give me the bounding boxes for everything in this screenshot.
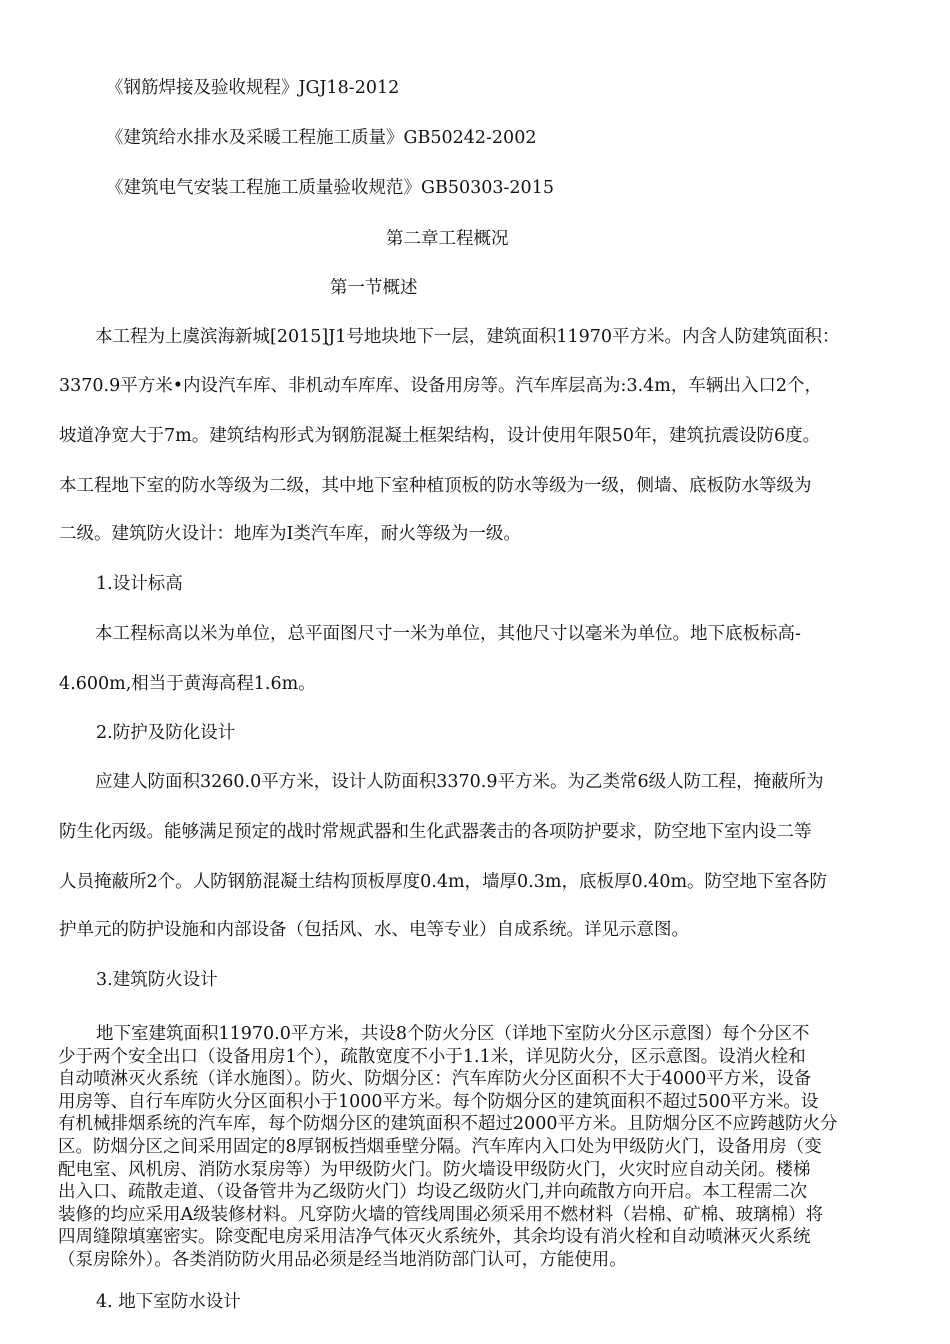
overview-line-3: 坡道净宽大于7m。建筑结构形式为钢筋混凝土框架结构，设计使用年限50年，建筑抗震设防6度。 [59,426,821,446]
fire-line-9: 装修的均应采用A级装修材料。凡穿防火墙的管线周围必须采用不燃材料（岩棉、矿棉、玻璃棉）将 [58,1204,824,1225]
item2-line-3: 人员掩蔽所2个。人防钢筋混凝土结构顶板厚度0.4m，墙厚0.3m，底板厚0.40m。防空地下室各防 [59,872,828,892]
fire-line-5: 有机械排烟系统的汽车库，每个防烟分区的建筑面积不超过2000平方米。且防烟分区不应跨越防火分 [58,1114,838,1135]
item2-title: 2.防护及防化设计 [96,723,236,743]
section-title: 第一节概述 [330,278,418,298]
fire-line-11: （泵房除外）。各类消防防火用品必须是经当地消防部门认可，方能使用。 [58,1249,627,1270]
item2-line-4: 护单元的防护设施和内部设备（包括风、水、电等专业）自成系统。详见示意图。 [59,920,689,940]
item1-line-1: 本工程标高以米为单位，总平面图尺寸一米为单位，其他尺寸以毫米为单位。地下底板标高- [95,624,801,644]
item1-line-2: 4.600m,相当于黄海高程1.6m。 [59,674,316,694]
fire-line-1: 地下室建筑面积11970.0平方米，共设8个防火分区（详地下室防火分区示意图）每个分区不 [96,1024,810,1044]
item3-title: 3.建筑防火设计 [96,970,218,990]
fire-line-10: 四周缝隙填塞密实。除变配电房采用洁净气体灭火系统外，其余均设有消火栓和自动喷淋灭火系统 [58,1227,811,1248]
reference-welding: 《钢筋焊接及验收规程》JGJ18-2012 [106,78,400,98]
overview-line-5: 二级。建筑防火设计：地库为I类汽车库，耐火等级为一级。 [59,524,521,544]
fire-line-3: 自动喷淋灭火系统（详水施图）。防火、防烟分区：汽车库防火分区面积不大于4000平方米，设备 [58,1069,812,1090]
fire-design-paragraph [58,1023,900,1272]
reference-electrical: 《建筑电气安装工程施工质量验收规范》GB50303-2015 [106,178,554,198]
overview-line-2: 3370.9平方米•内设汽车库、非机动车库库、设备用房等。汽车库层高为:3.4m，车辆出入口2个， [59,376,823,396]
fire-line-7: 配电室、风机房、消防水泵房等）为甲级防火门。防火墙设甲级防火门，火灾时应自动关闭。楼梯 [58,1159,811,1180]
reference-plumbing: 《建筑给水排水及采暖工程施工质量》GB50242-2002 [106,128,537,148]
fire-line-4: 用房等、自行车库防火分区面积小于1000平方米。每个防烟分区的建筑面积不超过500平方米。设 [58,1091,819,1112]
item1-title: 1.设计标高 [96,574,183,594]
item2-line-1: 应建人防面积3260.0平方米，设计人防面积3370.9平方米。为乙类常6级人防工程，掩蔽所为 [95,772,824,792]
overview-line-1: 本工程为上虞滨海新城[2015]J1号地块地下一层，建筑面积11970平方米。内含人防建筑面积： [95,327,840,347]
chapter-title: 第二章工程概况 [386,229,509,249]
fire-line-6: 区。防烟分区之间采用固定的8厚钢板挡烟垂壁分隔。汽车库内入口处为甲级防火门，设备用房（变 [58,1136,822,1157]
overview-line-4: 本工程地下室的防水等级为二级，其中地下室种植顶板的防水等级为一级，侧墙、底板防水等级为 [59,476,812,496]
item2-line-2: 防生化丙级。能够满足预定的战时常规武器和生化武器袭击的各项防护要求，防空地下室内设二等 [59,822,812,842]
fire-line-2: 少于两个安全出口（设备用房1个），疏散宽度不小于1.1米，详见防火分，区示意图。设消火栓和 [58,1046,806,1067]
fire-line-8: 出入口、疏散走道、（设备管井为乙级防火门）均设乙级防火门,并向疏散方向开启。本工程需二次 [58,1182,808,1203]
item4-title: 4. 地下室防水设计 [96,1292,241,1312]
